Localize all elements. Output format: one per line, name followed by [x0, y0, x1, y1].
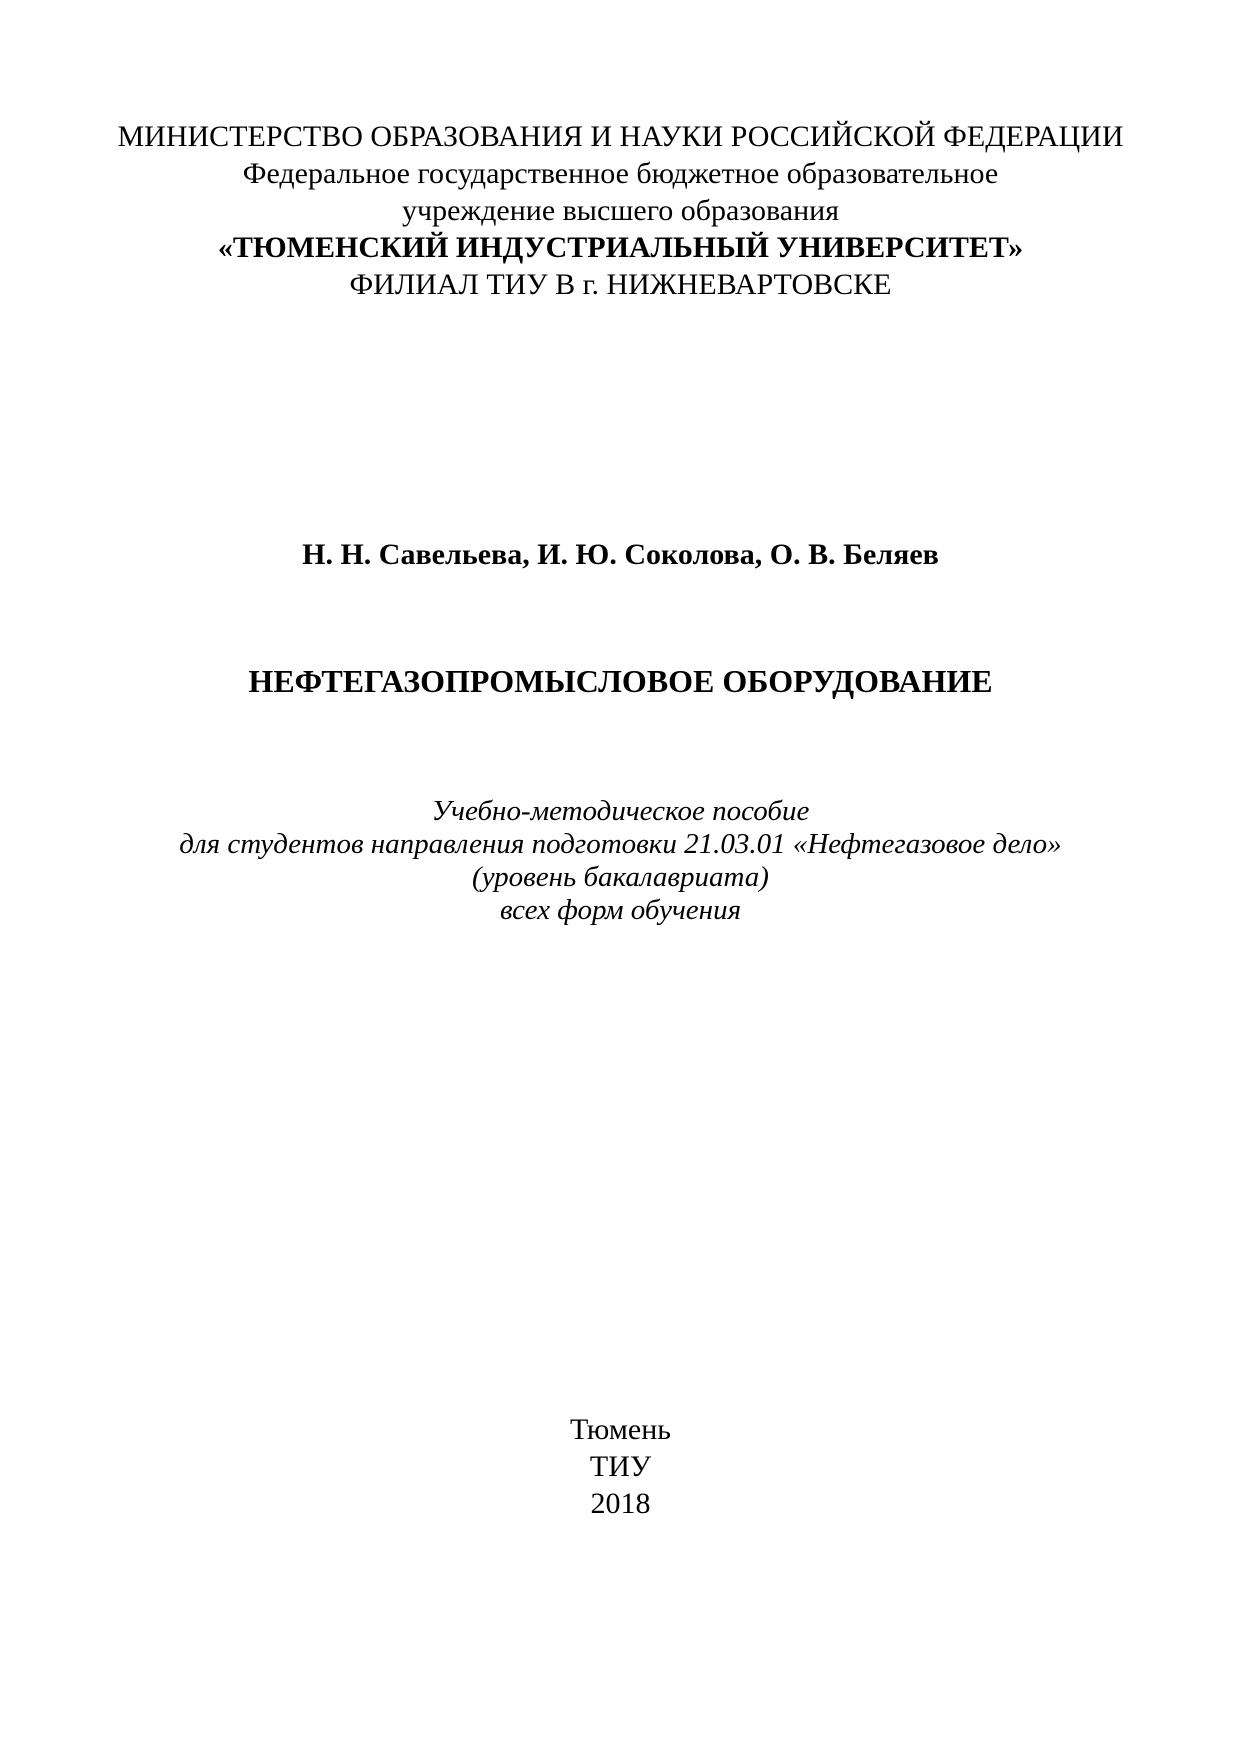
university-name: «ТЮМЕНСКИЙ ИНДУСТРИАЛЬНЫЙ УНИВЕРСИТЕТ» — [217, 231, 1024, 264]
institution-line-1: Федеральное государственное бюджетное образовательное — [242, 157, 999, 190]
subtitle-line-2: для студентов направления подготовки 21.03.01 «Нефтегазовое дело» — [179, 828, 1062, 860]
authors: Н. Н. Савельева, И. Ю. Соколова, О. В. Беляев — [302, 538, 939, 571]
subtitle-line-1: Учебно-методическое пособие — [431, 795, 810, 827]
branch-line: ФИЛИАЛ ТИУ В г. НИЖНЕВАРТОВСКЕ — [349, 268, 892, 301]
publisher: ТИУ — [589, 1450, 652, 1483]
document-title: НЕФТЕГАЗОПРОМЫСЛОВОЕ ОБОРУДОВАНИЕ — [248, 663, 993, 699]
subtitle-line-3: (уровень бакалавриата) — [472, 861, 769, 893]
subtitle-line-4: всех форм обучения — [499, 894, 742, 926]
city: Тюмень — [570, 1413, 671, 1446]
year: 2018 — [590, 1487, 651, 1520]
institution-line-2: учреждение высшего образования — [402, 194, 839, 227]
ministry-line: МИНИСТЕРСТВО ОБРАЗОВАНИЯ И НАУКИ РОССИЙСКОЙ ФЕДЕРАЦИИ — [117, 120, 1124, 153]
